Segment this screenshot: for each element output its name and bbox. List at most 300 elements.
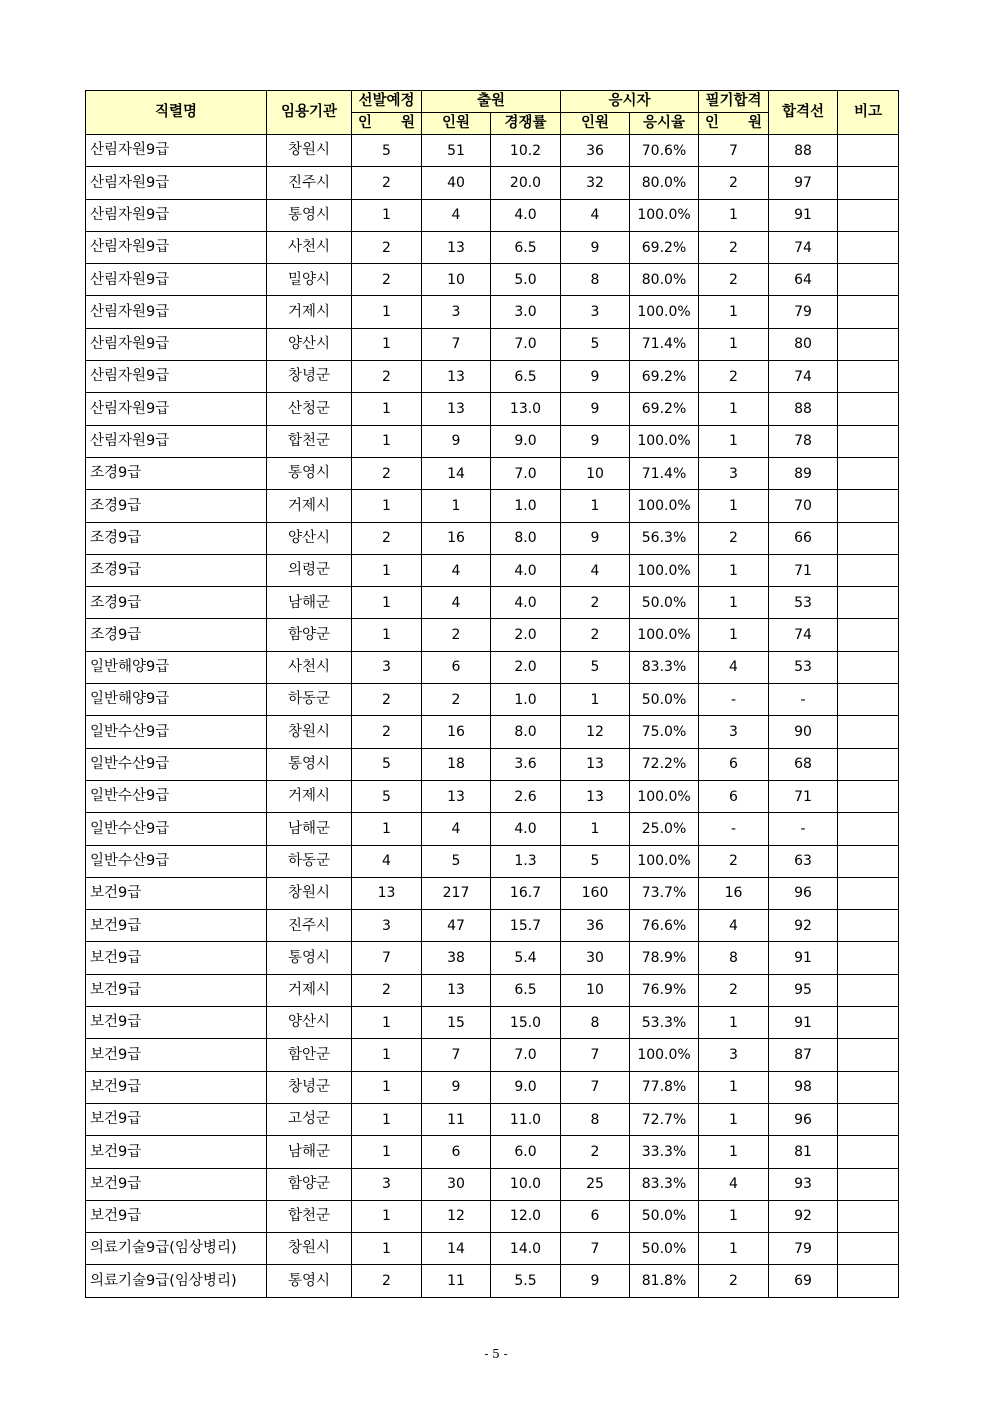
- cell-competition-rate: 2.0: [491, 619, 561, 651]
- cell-written-pass: 6: [699, 780, 769, 812]
- cell-planned: 2: [352, 264, 422, 296]
- cell-attendance-rate: 50.0%: [630, 684, 699, 716]
- cell-planned: 1: [352, 1200, 422, 1232]
- cell-examinees: 7: [561, 1233, 630, 1265]
- cell-remarks: [838, 974, 899, 1006]
- cell-competition-rate: 15.0: [491, 1007, 561, 1039]
- cell-applicants: 51: [422, 135, 491, 167]
- cell-applicants: 3: [422, 296, 491, 328]
- cell-written-pass: 1: [699, 1233, 769, 1265]
- cell-examinees: 4: [561, 199, 630, 231]
- cell-written-pass: 1: [699, 587, 769, 619]
- cell-remarks: [838, 587, 899, 619]
- cell-job-title: 보건9급: [86, 1007, 267, 1039]
- cell-attendance-rate: 76.6%: [630, 910, 699, 942]
- cell-examinees: 7: [561, 1071, 630, 1103]
- results-table: [85, 90, 899, 1298]
- cell-agency: 양산시: [267, 522, 352, 554]
- cell-written-pass: 6: [699, 748, 769, 780]
- cell-agency: 창원시: [267, 877, 352, 909]
- table-row: [86, 554, 899, 586]
- header-examinees: 응시자: [561, 91, 699, 113]
- header-written-pass-persons: 인 원: [699, 113, 769, 135]
- table-row: [86, 457, 899, 489]
- cell-written-pass: 7: [699, 135, 769, 167]
- cell-agency: 고성군: [267, 1103, 352, 1135]
- cell-applicants: 4: [422, 199, 491, 231]
- cell-cutoff-score: 95: [769, 974, 838, 1006]
- cell-agency: 거제시: [267, 780, 352, 812]
- cell-remarks: [838, 780, 899, 812]
- cell-planned: 5: [352, 780, 422, 812]
- cell-job-title: 산림자원9급: [86, 199, 267, 231]
- cell-job-title: 산림자원9급: [86, 231, 267, 263]
- cell-examinees: 25: [561, 1168, 630, 1200]
- cell-remarks: [838, 522, 899, 554]
- table-row: [86, 1039, 899, 1071]
- cell-agency: 창녕군: [267, 1071, 352, 1103]
- cell-remarks: [838, 845, 899, 877]
- cell-remarks: [838, 1200, 899, 1232]
- cell-written-pass: 2: [699, 167, 769, 199]
- table-row: [86, 264, 899, 296]
- cell-competition-rate: 10.2: [491, 135, 561, 167]
- cell-planned: 3: [352, 910, 422, 942]
- cell-examinees: 1: [561, 813, 630, 845]
- cell-written-pass: 1: [699, 1103, 769, 1135]
- cell-agency: 진주시: [267, 167, 352, 199]
- cell-job-title: 보건9급: [86, 1200, 267, 1232]
- cell-planned: 2: [352, 457, 422, 489]
- cell-applicants: 13: [422, 393, 491, 425]
- cell-cutoff-score: 88: [769, 393, 838, 425]
- cell-job-title: 보건9급: [86, 1071, 267, 1103]
- cell-job-title: 일반수산9급: [86, 748, 267, 780]
- cell-examinees: 5: [561, 328, 630, 360]
- cell-remarks: [838, 1007, 899, 1039]
- cell-examinees: 3: [561, 296, 630, 328]
- cell-competition-rate: 4.0: [491, 554, 561, 586]
- cell-competition-rate: 4.0: [491, 813, 561, 845]
- header-competition-rate: 경쟁률: [491, 113, 561, 135]
- cell-attendance-rate: 81.8%: [630, 1265, 699, 1297]
- cell-written-pass: 1: [699, 425, 769, 457]
- cell-written-pass: 1: [699, 1071, 769, 1103]
- cell-job-title: 보건9급: [86, 1168, 267, 1200]
- cell-attendance-rate: 25.0%: [630, 813, 699, 845]
- table-row: [86, 619, 899, 651]
- cell-examinees: 160: [561, 877, 630, 909]
- cell-applicants: 11: [422, 1103, 491, 1135]
- cell-planned: 1: [352, 1233, 422, 1265]
- header-planned-persons: 인 원: [352, 113, 422, 135]
- cell-applicants: 7: [422, 1039, 491, 1071]
- cell-examinees: 9: [561, 425, 630, 457]
- cell-attendance-rate: 56.3%: [630, 522, 699, 554]
- cell-competition-rate: 8.0: [491, 522, 561, 554]
- cell-cutoff-score: 96: [769, 1103, 838, 1135]
- cell-attendance-rate: 100.0%: [630, 845, 699, 877]
- cell-cutoff-score: 96: [769, 877, 838, 909]
- cell-examinees: 1: [561, 684, 630, 716]
- table-row: [86, 813, 899, 845]
- cell-agency: 사천시: [267, 231, 352, 263]
- cell-agency: 통영시: [267, 1265, 352, 1297]
- cell-attendance-rate: 70.6%: [630, 135, 699, 167]
- cell-competition-rate: 8.0: [491, 716, 561, 748]
- cell-planned: 5: [352, 135, 422, 167]
- cell-remarks: [838, 651, 899, 683]
- cell-agency: 의령군: [267, 554, 352, 586]
- table-row: [86, 780, 899, 812]
- cell-examinees: 1: [561, 490, 630, 522]
- cell-attendance-rate: 50.0%: [630, 587, 699, 619]
- cell-examinees: 9: [561, 393, 630, 425]
- cell-examinees: 5: [561, 651, 630, 683]
- cell-attendance-rate: 33.3%: [630, 1136, 699, 1168]
- cell-remarks: [838, 328, 899, 360]
- header-applications: 출원: [422, 91, 561, 113]
- cell-agency: 거제시: [267, 490, 352, 522]
- cell-job-title: 일반해양9급: [86, 684, 267, 716]
- cell-planned: 3: [352, 1168, 422, 1200]
- cell-job-title: 산림자원9급: [86, 425, 267, 457]
- cell-agency: 밀양시: [267, 264, 352, 296]
- cell-remarks: [838, 1136, 899, 1168]
- cell-remarks: [838, 199, 899, 231]
- cell-remarks: [838, 619, 899, 651]
- cell-remarks: [838, 425, 899, 457]
- cell-examinees: 9: [561, 522, 630, 554]
- cell-agency: 남해군: [267, 587, 352, 619]
- table-row: [86, 522, 899, 554]
- cell-applicants: 2: [422, 619, 491, 651]
- cell-planned: 1: [352, 490, 422, 522]
- cell-cutoff-score: 74: [769, 231, 838, 263]
- cell-remarks: [838, 910, 899, 942]
- header-remarks: 비고: [838, 91, 899, 135]
- cell-planned: 2: [352, 361, 422, 393]
- cell-cutoff-score: 89: [769, 457, 838, 489]
- cell-cutoff-score: 71: [769, 780, 838, 812]
- cell-applicants: 7: [422, 328, 491, 360]
- cell-applicants: 30: [422, 1168, 491, 1200]
- cell-remarks: [838, 942, 899, 974]
- cell-competition-rate: 5.5: [491, 1265, 561, 1297]
- header-agency: 임용기관: [267, 91, 352, 135]
- cell-agency: 양산시: [267, 1007, 352, 1039]
- cell-planned: 2: [352, 231, 422, 263]
- cell-job-title: 보건9급: [86, 877, 267, 909]
- table-row: [86, 1136, 899, 1168]
- cell-job-title: 의료기술9급(임상병리): [86, 1233, 267, 1265]
- cell-planned: 1: [352, 1103, 422, 1135]
- cell-agency: 하동군: [267, 684, 352, 716]
- cell-agency: 진주시: [267, 910, 352, 942]
- table-row: [86, 328, 899, 360]
- cell-cutoff-score: 63: [769, 845, 838, 877]
- cell-planned: 13: [352, 877, 422, 909]
- cell-written-pass: -: [699, 813, 769, 845]
- cell-attendance-rate: 100.0%: [630, 199, 699, 231]
- cell-agency: 창원시: [267, 716, 352, 748]
- cell-agency: 합천군: [267, 425, 352, 457]
- cell-attendance-rate: 71.4%: [630, 457, 699, 489]
- cell-attendance-rate: 73.7%: [630, 877, 699, 909]
- header-cutoff: 합격선: [769, 91, 838, 135]
- cell-examinees: 8: [561, 264, 630, 296]
- cell-cutoff-score: 66: [769, 522, 838, 554]
- table-row: [86, 716, 899, 748]
- cell-planned: 1: [352, 1007, 422, 1039]
- cell-applicants: 16: [422, 716, 491, 748]
- cell-job-title: 조경9급: [86, 522, 267, 554]
- table-row: [86, 1168, 899, 1200]
- cell-examinees: 2: [561, 1136, 630, 1168]
- cell-remarks: [838, 1233, 899, 1265]
- cell-competition-rate: 12.0: [491, 1200, 561, 1232]
- cell-attendance-rate: 69.2%: [630, 361, 699, 393]
- cell-planned: 7: [352, 942, 422, 974]
- cell-cutoff-score: 87: [769, 1039, 838, 1071]
- cell-job-title: 산림자원9급: [86, 361, 267, 393]
- table-row: [86, 910, 899, 942]
- cell-written-pass: 2: [699, 231, 769, 263]
- cell-remarks: [838, 361, 899, 393]
- cell-competition-rate: 6.5: [491, 231, 561, 263]
- cell-remarks: [838, 264, 899, 296]
- cell-competition-rate: 7.0: [491, 1039, 561, 1071]
- cell-job-title: 일반수산9급: [86, 780, 267, 812]
- cell-written-pass: 4: [699, 1168, 769, 1200]
- cell-agency: 창원시: [267, 135, 352, 167]
- cell-attendance-rate: 100.0%: [630, 1039, 699, 1071]
- cell-cutoff-score: -: [769, 813, 838, 845]
- table-row: [86, 1233, 899, 1265]
- cell-cutoff-score: 79: [769, 1233, 838, 1265]
- cell-planned: 1: [352, 1136, 422, 1168]
- cell-competition-rate: 3.0: [491, 296, 561, 328]
- cell-job-title: 보건9급: [86, 1103, 267, 1135]
- cell-competition-rate: 9.0: [491, 425, 561, 457]
- cell-cutoff-score: 92: [769, 1200, 838, 1232]
- cell-written-pass: 2: [699, 264, 769, 296]
- table-body: [86, 135, 899, 1298]
- cell-attendance-rate: 83.3%: [630, 651, 699, 683]
- cell-remarks: [838, 167, 899, 199]
- cell-cutoff-score: 78: [769, 425, 838, 457]
- cell-attendance-rate: 100.0%: [630, 425, 699, 457]
- cell-examinees: 7: [561, 1039, 630, 1071]
- cell-cutoff-score: 80: [769, 328, 838, 360]
- cell-job-title: 일반해양9급: [86, 651, 267, 683]
- cell-job-title: 보건9급: [86, 910, 267, 942]
- cell-remarks: [838, 1265, 899, 1297]
- cell-agency: 창녕군: [267, 361, 352, 393]
- cell-job-title: 산림자원9급: [86, 393, 267, 425]
- cell-job-title: 산림자원9급: [86, 296, 267, 328]
- cell-written-pass: 2: [699, 974, 769, 1006]
- table-row: [86, 684, 899, 716]
- cell-agency: 산청군: [267, 393, 352, 425]
- cell-competition-rate: 6.0: [491, 1136, 561, 1168]
- cell-written-pass: 3: [699, 716, 769, 748]
- cell-applicants: 10: [422, 264, 491, 296]
- cell-job-title: 일반수산9급: [86, 813, 267, 845]
- cell-examinees: 9: [561, 1265, 630, 1297]
- cell-cutoff-score: 91: [769, 199, 838, 231]
- cell-applicants: 9: [422, 425, 491, 457]
- cell-applicants: 2: [422, 684, 491, 716]
- cell-examinees: 30: [561, 942, 630, 974]
- cell-planned: 1: [352, 1071, 422, 1103]
- table-row: [86, 490, 899, 522]
- cell-cutoff-score: 70: [769, 490, 838, 522]
- cell-competition-rate: 13.0: [491, 393, 561, 425]
- table-row: [86, 845, 899, 877]
- cell-remarks: [838, 554, 899, 586]
- table-row: [86, 425, 899, 457]
- cell-planned: 3: [352, 651, 422, 683]
- cell-written-pass: 3: [699, 1039, 769, 1071]
- cell-competition-rate: 16.7: [491, 877, 561, 909]
- table-row: [86, 135, 899, 167]
- cell-agency: 함안군: [267, 1039, 352, 1071]
- cell-remarks: [838, 813, 899, 845]
- cell-competition-rate: 9.0: [491, 1071, 561, 1103]
- cell-job-title: 일반수산9급: [86, 716, 267, 748]
- cell-planned: 1: [352, 199, 422, 231]
- cell-cutoff-score: 64: [769, 264, 838, 296]
- cell-attendance-rate: 50.0%: [630, 1200, 699, 1232]
- cell-cutoff-score: 98: [769, 1071, 838, 1103]
- cell-cutoff-score: 91: [769, 942, 838, 974]
- cell-remarks: [838, 748, 899, 780]
- table-row: [86, 199, 899, 231]
- cell-applicants: 1: [422, 490, 491, 522]
- cell-job-title: 보건9급: [86, 974, 267, 1006]
- cell-job-title: 보건9급: [86, 942, 267, 974]
- cell-examinees: 13: [561, 780, 630, 812]
- page-number: - 5 -: [484, 1347, 508, 1361]
- cell-attendance-rate: 100.0%: [630, 619, 699, 651]
- cell-examinees: 9: [561, 361, 630, 393]
- cell-agency: 통영시: [267, 199, 352, 231]
- cell-competition-rate: 2.6: [491, 780, 561, 812]
- cell-written-pass: 1: [699, 554, 769, 586]
- cell-remarks: [838, 877, 899, 909]
- cell-applicants: 11: [422, 1265, 491, 1297]
- cell-job-title: 산림자원9급: [86, 135, 267, 167]
- cell-applicants: 15: [422, 1007, 491, 1039]
- cell-remarks: [838, 393, 899, 425]
- cell-competition-rate: 7.0: [491, 328, 561, 360]
- cell-examinees: 5: [561, 845, 630, 877]
- cell-examinees: 36: [561, 910, 630, 942]
- cell-applicants: 13: [422, 780, 491, 812]
- cell-attendance-rate: 50.0%: [630, 1233, 699, 1265]
- cell-examinees: 2: [561, 587, 630, 619]
- cell-cutoff-score: 79: [769, 296, 838, 328]
- cell-applicants: 13: [422, 231, 491, 263]
- cell-planned: 1: [352, 1039, 422, 1071]
- cell-examinees: 13: [561, 748, 630, 780]
- cell-written-pass: 1: [699, 328, 769, 360]
- cell-agency: 통영시: [267, 457, 352, 489]
- cell-competition-rate: 6.5: [491, 361, 561, 393]
- cell-remarks: [838, 296, 899, 328]
- cell-agency: 하동군: [267, 845, 352, 877]
- cell-applicants: 47: [422, 910, 491, 942]
- header-planned: 선발예정: [352, 91, 422, 113]
- cell-written-pass: 1: [699, 199, 769, 231]
- cell-competition-rate: 6.5: [491, 974, 561, 1006]
- header-attendance-rate: 응시율: [630, 113, 699, 135]
- cell-attendance-rate: 71.4%: [630, 328, 699, 360]
- table-row: [86, 361, 899, 393]
- cell-applicants: 13: [422, 974, 491, 1006]
- cell-attendance-rate: 69.2%: [630, 393, 699, 425]
- cell-cutoff-score: 74: [769, 361, 838, 393]
- cell-applicants: 4: [422, 587, 491, 619]
- cell-agency: 창원시: [267, 1233, 352, 1265]
- cell-planned: 1: [352, 813, 422, 845]
- cell-attendance-rate: 100.0%: [630, 780, 699, 812]
- cell-competition-rate: 4.0: [491, 587, 561, 619]
- table-header: [86, 91, 899, 135]
- cell-agency: 거제시: [267, 296, 352, 328]
- cell-remarks: [838, 457, 899, 489]
- cell-planned: 1: [352, 619, 422, 651]
- cell-job-title: 보건9급: [86, 1136, 267, 1168]
- cell-agency: 함양군: [267, 619, 352, 651]
- cell-competition-rate: 11.0: [491, 1103, 561, 1135]
- cell-cutoff-score: -: [769, 684, 838, 716]
- cell-competition-rate: 10.0: [491, 1168, 561, 1200]
- table-row: [86, 748, 899, 780]
- cell-remarks: [838, 684, 899, 716]
- table-row: [86, 942, 899, 974]
- cell-examinees: 32: [561, 167, 630, 199]
- cell-examinees: 10: [561, 457, 630, 489]
- cell-job-title: 산림자원9급: [86, 167, 267, 199]
- cell-job-title: 의료기술9급(임상병리): [86, 1265, 267, 1297]
- cell-remarks: [838, 1168, 899, 1200]
- cell-applicants: 4: [422, 813, 491, 845]
- cell-examinees: 6: [561, 1200, 630, 1232]
- cell-examinees: 4: [561, 554, 630, 586]
- cell-applicants: 38: [422, 942, 491, 974]
- cell-job-title: 보건9급: [86, 1039, 267, 1071]
- cell-job-title: 산림자원9급: [86, 264, 267, 296]
- table-row: [86, 393, 899, 425]
- cell-examinees: 36: [561, 135, 630, 167]
- cell-attendance-rate: 78.9%: [630, 942, 699, 974]
- cell-written-pass: 1: [699, 1136, 769, 1168]
- cell-competition-rate: 1.0: [491, 684, 561, 716]
- cell-job-title: 일반수산9급: [86, 845, 267, 877]
- cell-cutoff-score: 90: [769, 716, 838, 748]
- cell-cutoff-score: 53: [769, 587, 838, 619]
- table-row: [86, 877, 899, 909]
- cell-cutoff-score: 74: [769, 619, 838, 651]
- cell-remarks: [838, 1103, 899, 1135]
- cell-cutoff-score: 69: [769, 1265, 838, 1297]
- cell-cutoff-score: 53: [769, 651, 838, 683]
- table-row: [86, 231, 899, 263]
- cell-competition-rate: 20.0: [491, 167, 561, 199]
- cell-attendance-rate: 72.2%: [630, 748, 699, 780]
